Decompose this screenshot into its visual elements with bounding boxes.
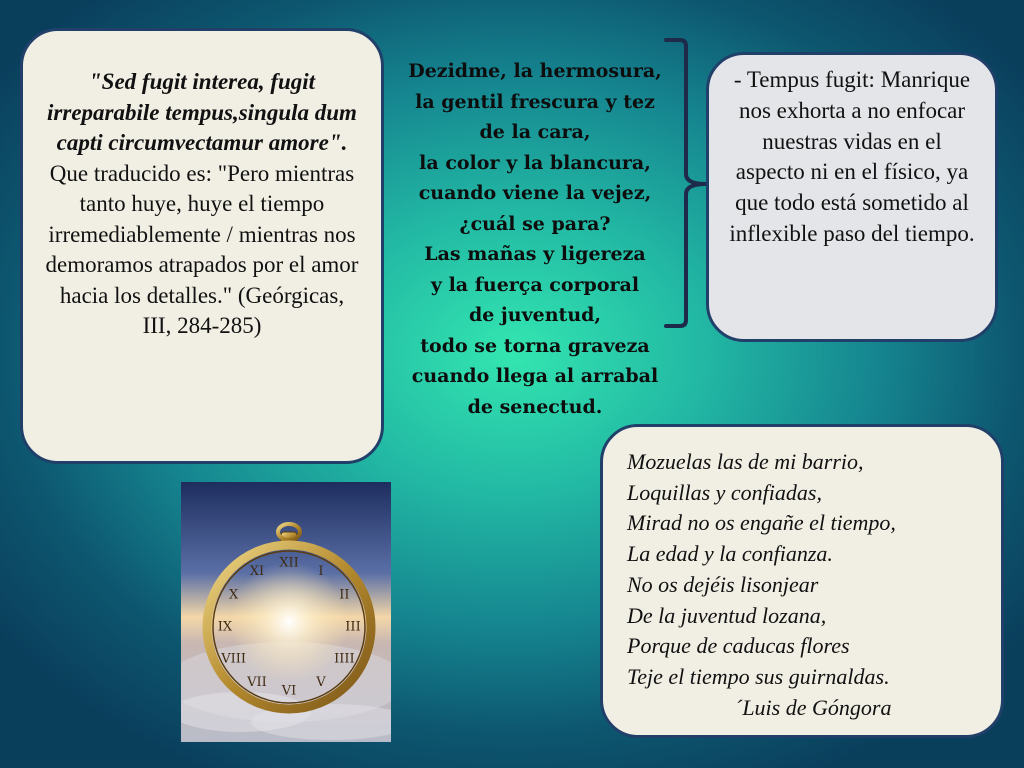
poem-line: ¿cuál se para?: [459, 212, 611, 235]
clock-numeral: III: [345, 619, 361, 635]
clock-numeral: II: [339, 587, 350, 603]
tempus-fugit-box: [706, 52, 998, 342]
latin-quote-text: "Sed fugit interea, fugit irreparabile tempus,singula dum capti circumvectamur amore".: [47, 69, 357, 155]
poem-line: de juventud,: [468, 304, 602, 326]
gongora-signature: ´Luis de Góngora: [735, 694, 892, 720]
poem-line: todo se torna graveza: [420, 334, 650, 357]
poem-line: Las mañas y ligereza: [424, 243, 646, 265]
poem-line: y la fuerça corporal: [430, 273, 640, 296]
translation-text: Que traducido es: "Pero mientras tanto huye, huye el tiempo irremediablemente / mientras nos demoramos atrapados por el amor hacia los detalles." (Geórgicas, III, 284-285): [45, 160, 359, 338]
clock-numeral: X: [228, 587, 239, 603]
clock-numeral: VI: [281, 683, 297, 699]
clock-numeral: IX: [217, 619, 233, 635]
gongora-poem-box: [600, 424, 1004, 738]
poem-line: la color y la blancura,: [419, 151, 651, 174]
poem-line: cuando viene la vejez,: [418, 182, 652, 204]
poem-line: la gentil frescura y tez: [415, 90, 655, 113]
tempus-fugit-text: - Tempus fugit: Manrique nos exhorta a no enfocar nuestras vidas en el aspecto ni en el físico, ya que todo está sometido al inflexible paso del tiempo.: [729, 67, 975, 246]
gongora-line: Teje el tiempo sus guirnaldas.: [627, 663, 890, 689]
clock-numeral: XII: [279, 555, 299, 571]
poem-line: cuando llega al arrabal: [411, 365, 659, 387]
latin-quote-box: [20, 28, 384, 464]
manrique-poem: [384, 56, 686, 422]
poem-line: de la cara,: [479, 121, 591, 143]
clock-numeral: I: [318, 564, 324, 580]
gongora-line: No os dejéis lisonjear: [627, 571, 819, 597]
gongora-line: De la juventud lozana,: [627, 602, 827, 628]
gongora-line: Porque de caducas flores: [627, 633, 850, 659]
gongora-line: Loquillas y confiadas,: [627, 479, 822, 505]
pocket-watch-image: [181, 482, 391, 742]
clock-numeral: IIII: [334, 651, 355, 667]
clock-numeral: V: [316, 674, 326, 690]
gongora-line: Mirad no os engañe el tiempo,: [627, 510, 896, 536]
clock-numeral: VII: [247, 674, 267, 690]
clock-numeral: VIII: [221, 651, 246, 667]
gongora-line: Mozuelas las de mi barrio,: [627, 449, 864, 474]
gongora-line: La edad y la confianza.: [627, 541, 833, 567]
right-brace: [662, 36, 712, 332]
clock-numeral: XI: [249, 564, 265, 580]
poem-line: Dezidme, la hermosura,: [408, 60, 662, 82]
poem-line: de senectud.: [467, 395, 603, 418]
